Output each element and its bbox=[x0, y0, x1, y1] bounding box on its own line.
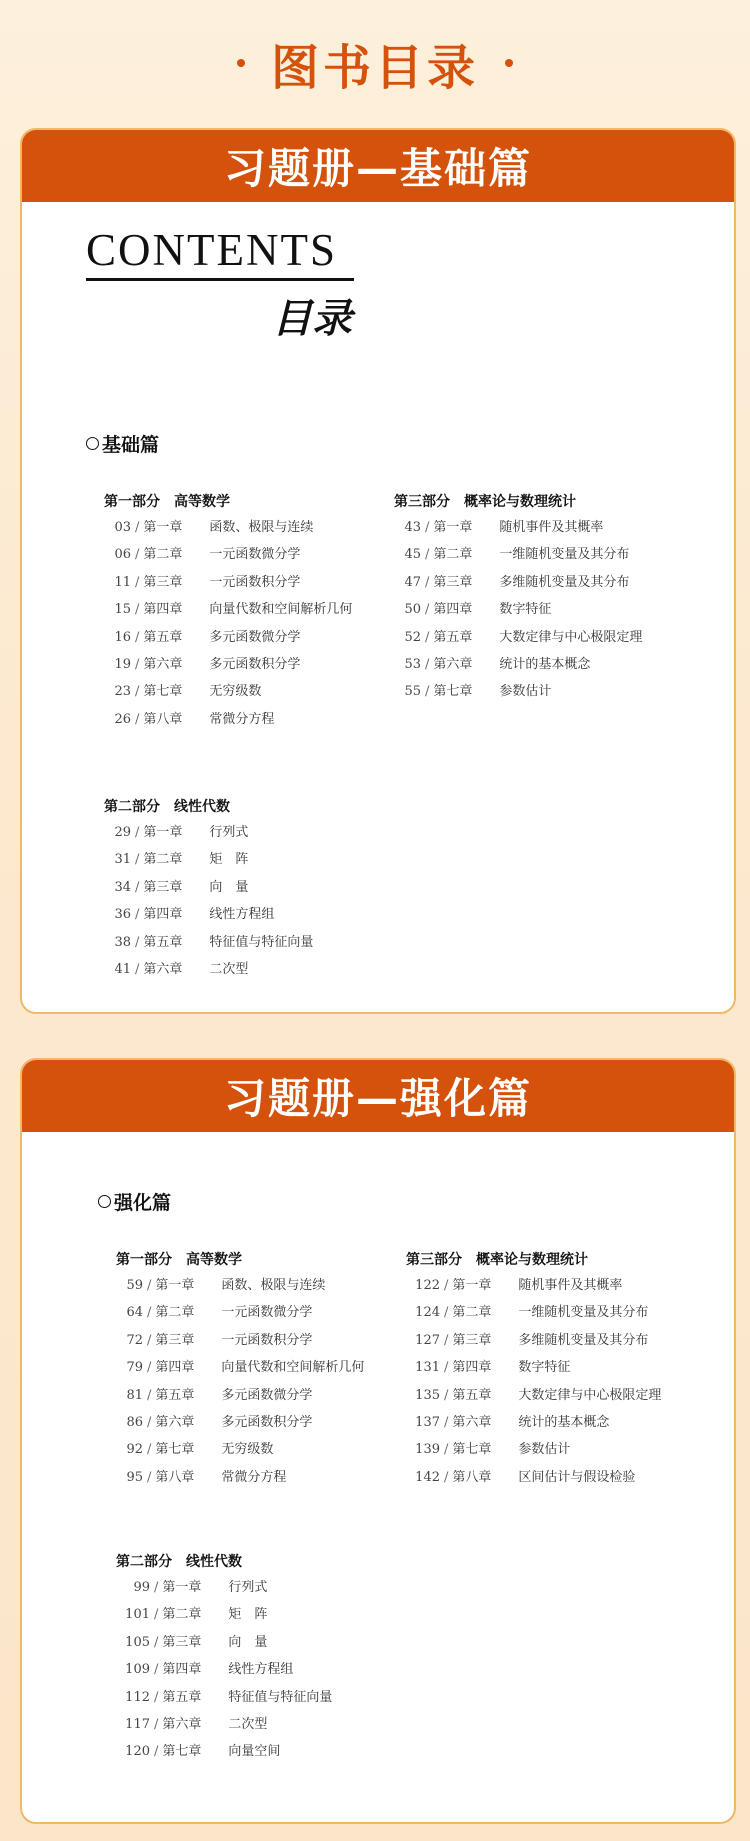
toc-page-number: 124 bbox=[415, 1305, 440, 1321]
toc-page-number: 52 bbox=[404, 629, 421, 645]
toc-chapter: 第一章 bbox=[143, 520, 183, 535]
toc-page-number: 50 bbox=[404, 602, 421, 618]
toc-page-number: 26 bbox=[114, 711, 131, 727]
toc-list bbox=[116, 1574, 406, 1766]
toc-row bbox=[104, 901, 384, 928]
toc-page-number: 15 bbox=[114, 602, 131, 618]
toc-page-number: 53 bbox=[404, 656, 421, 672]
toc-row bbox=[406, 1436, 726, 1463]
toc-row bbox=[394, 624, 714, 651]
toc-separator: / bbox=[135, 907, 140, 923]
toc-chapter: 第三章 bbox=[452, 1332, 492, 1348]
toc-chapter: 第五章 bbox=[452, 1387, 492, 1403]
toc-separator: / bbox=[425, 629, 430, 645]
advanced-workbook-card bbox=[20, 1058, 736, 1824]
toc-row bbox=[104, 596, 384, 623]
toc-row bbox=[116, 1382, 406, 1409]
toc-chapter-title: 矩 阵 bbox=[228, 1607, 268, 1623]
toc-page-number: 101 bbox=[125, 1607, 150, 1623]
toc-separator: / bbox=[147, 1360, 152, 1376]
toc-separator: / bbox=[425, 520, 430, 535]
toc-part bbox=[104, 795, 384, 983]
toc-page-number: 131 bbox=[415, 1360, 440, 1376]
toc-chapter-title: 向 量 bbox=[209, 879, 249, 895]
toc-chapter: 第一章 bbox=[162, 1580, 202, 1595]
toc-page-number: 29 bbox=[114, 825, 131, 840]
toc-chapter: 第七章 bbox=[162, 1744, 202, 1760]
toc-chapter: 第六章 bbox=[143, 961, 183, 977]
part-title: 第三部分 概率论与数理统计 bbox=[406, 1252, 588, 1268]
right-dot-decoration bbox=[505, 59, 513, 67]
toc-separator: / bbox=[154, 1744, 159, 1760]
toc-separator: / bbox=[147, 1469, 152, 1485]
toc-separator: / bbox=[425, 574, 430, 590]
toc-chapter-title: 多元函数积分学 bbox=[221, 1414, 313, 1430]
toc-separator: / bbox=[135, 547, 140, 563]
toc-chapter: 第二章 bbox=[143, 852, 183, 868]
toc-chapter: 第一章 bbox=[452, 1278, 492, 1293]
card-banner-title: 习题册—强化篇 bbox=[223, 1074, 532, 1123]
toc-separator: / bbox=[444, 1414, 449, 1430]
toc-page-number: 105 bbox=[125, 1634, 150, 1650]
toc-row bbox=[406, 1464, 726, 1491]
toc-row bbox=[116, 1574, 406, 1601]
toc-page-number: 139 bbox=[415, 1442, 440, 1458]
toc-page-number: 112 bbox=[125, 1689, 150, 1705]
toc-separator: / bbox=[135, 961, 140, 977]
toc-page-number: 122 bbox=[415, 1278, 440, 1293]
toc-chapter-title: 多维随机变量及其分布 bbox=[499, 574, 630, 590]
toc-list bbox=[104, 514, 384, 733]
basic-workbook-card bbox=[20, 128, 736, 1014]
toc-page-number: 11 bbox=[114, 574, 131, 590]
toc-page-number: 36 bbox=[114, 907, 131, 923]
section-label-text: 基础篇 bbox=[102, 434, 160, 456]
toc-row bbox=[116, 1354, 406, 1381]
toc-row bbox=[116, 1464, 406, 1491]
toc-row bbox=[116, 1409, 406, 1436]
contents-chinese: 目录 bbox=[272, 296, 352, 342]
toc-separator: / bbox=[444, 1278, 449, 1293]
toc-chapter: 第三章 bbox=[143, 879, 183, 895]
toc-separator: / bbox=[147, 1278, 152, 1293]
toc-page-number: 92 bbox=[126, 1442, 143, 1458]
toc-chapter: 第二章 bbox=[452, 1305, 492, 1321]
toc-row bbox=[104, 706, 384, 733]
toc-chapter: 第七章 bbox=[155, 1442, 195, 1458]
toc-chapter: 第七章 bbox=[452, 1442, 492, 1458]
toc-page-number: 55 bbox=[404, 684, 421, 700]
toc-page-number: 23 bbox=[114, 684, 131, 700]
toc-separator: / bbox=[154, 1580, 159, 1595]
toc-part bbox=[116, 1550, 406, 1766]
toc-page-number: 72 bbox=[126, 1332, 143, 1348]
toc-row bbox=[116, 1656, 406, 1683]
toc-chapter: 第六章 bbox=[155, 1414, 195, 1430]
toc-separator: / bbox=[135, 825, 140, 840]
toc-chapter-title: 多元函数积分学 bbox=[209, 656, 301, 672]
contents-english: CONTENTS bbox=[86, 225, 337, 275]
toc-chapter-title: 大数定律与中心极限定理 bbox=[518, 1387, 662, 1403]
toc-chapter-title: 一维随机变量及其分布 bbox=[518, 1305, 649, 1321]
toc-list bbox=[104, 819, 384, 983]
toc-page-number: 109 bbox=[125, 1662, 150, 1678]
toc-chapter: 第四章 bbox=[143, 602, 183, 618]
toc-separator: / bbox=[147, 1442, 152, 1458]
toc-separator: / bbox=[154, 1662, 159, 1678]
toc-page-number: 59 bbox=[126, 1278, 143, 1293]
toc-page-number: 135 bbox=[415, 1387, 440, 1403]
toc-part bbox=[104, 490, 384, 733]
card-banner bbox=[22, 1060, 734, 1132]
toc-row bbox=[116, 1711, 406, 1738]
toc-chapter-title: 常微分方程 bbox=[209, 711, 275, 727]
section-label bbox=[86, 430, 159, 457]
toc-chapter: 第四章 bbox=[143, 907, 183, 923]
toc-chapter: 第五章 bbox=[162, 1689, 202, 1705]
toc-row bbox=[394, 651, 714, 678]
toc-chapter: 第六章 bbox=[433, 656, 473, 672]
toc-row bbox=[104, 874, 384, 901]
page-header bbox=[0, 28, 750, 98]
toc-chapter: 第八章 bbox=[155, 1469, 195, 1485]
contents-divider bbox=[86, 278, 354, 281]
toc-separator: / bbox=[444, 1387, 449, 1403]
toc-page-number: 81 bbox=[126, 1387, 143, 1403]
toc-part bbox=[394, 490, 714, 706]
toc-row bbox=[104, 929, 384, 956]
toc-row bbox=[406, 1354, 726, 1381]
toc-separator: / bbox=[147, 1305, 152, 1321]
toc-chapter: 第四章 bbox=[433, 602, 473, 618]
toc-page-number: 64 bbox=[126, 1305, 143, 1321]
toc-row bbox=[116, 1436, 406, 1463]
toc-chapter: 第四章 bbox=[452, 1360, 492, 1376]
toc-chapter-title: 统计的基本概念 bbox=[499, 656, 591, 672]
toc-row bbox=[116, 1272, 406, 1299]
toc-page-number: 95 bbox=[126, 1469, 143, 1485]
toc-separator: / bbox=[135, 934, 140, 950]
toc-chapter-title: 向量代数和空间解析几何 bbox=[221, 1360, 365, 1376]
toc-separator: / bbox=[135, 852, 140, 868]
toc-chapter-title: 数字特征 bbox=[499, 602, 552, 618]
toc-row bbox=[116, 1601, 406, 1628]
toc-chapter: 第五章 bbox=[143, 934, 183, 950]
toc-separator: / bbox=[135, 656, 140, 672]
section-label-text: 强化篇 bbox=[114, 1192, 172, 1214]
toc-part bbox=[406, 1248, 726, 1491]
toc-separator: / bbox=[154, 1634, 159, 1650]
toc-chapter: 第二章 bbox=[143, 547, 183, 563]
toc-chapter-title: 线性方程组 bbox=[209, 907, 275, 923]
toc-row bbox=[406, 1272, 726, 1299]
toc-chapter: 第七章 bbox=[433, 684, 473, 700]
toc-separator: / bbox=[425, 547, 430, 563]
toc-row bbox=[406, 1382, 726, 1409]
part-title: 第三部分 概率论与数理统计 bbox=[394, 494, 576, 510]
toc-chapter-title: 区间估计与假设检验 bbox=[518, 1469, 636, 1485]
card-banner-title: 习题册—基础篇 bbox=[223, 144, 532, 193]
part-title: 第二部分 线性代数 bbox=[104, 799, 230, 815]
toc-chapter-title: 一维随机变量及其分布 bbox=[499, 547, 630, 563]
toc-separator: / bbox=[135, 520, 140, 535]
toc-chapter: 第三章 bbox=[433, 574, 473, 590]
toc-page-number: 31 bbox=[114, 852, 131, 868]
toc-separator: / bbox=[444, 1305, 449, 1321]
toc-page-number: 47 bbox=[404, 574, 421, 590]
toc-page-number: 120 bbox=[125, 1744, 150, 1760]
toc-chapter-title: 参数估计 bbox=[518, 1442, 571, 1458]
toc-chapter-title: 一元函数积分学 bbox=[209, 574, 301, 590]
toc-page-number: 79 bbox=[126, 1360, 143, 1376]
toc-separator: / bbox=[444, 1332, 449, 1348]
toc-chapter-title: 一元函数微分学 bbox=[221, 1305, 313, 1321]
part-title: 第一部分 高等数学 bbox=[104, 494, 230, 510]
toc-chapter-title: 数字特征 bbox=[518, 1360, 571, 1376]
toc-row bbox=[406, 1409, 726, 1436]
toc-page-number: 06 bbox=[114, 547, 131, 563]
toc-row bbox=[116, 1684, 406, 1711]
toc-row bbox=[116, 1327, 406, 1354]
toc-chapter-title: 二次型 bbox=[209, 961, 249, 977]
toc-chapter: 第二章 bbox=[433, 547, 473, 563]
toc-chapter: 第三章 bbox=[155, 1332, 195, 1348]
toc-separator: / bbox=[444, 1469, 449, 1485]
circle-bullet-icon bbox=[86, 437, 99, 450]
toc-chapter: 第二章 bbox=[162, 1607, 202, 1623]
toc-row bbox=[406, 1299, 726, 1326]
toc-chapter: 第三章 bbox=[162, 1634, 202, 1650]
toc-separator: / bbox=[425, 602, 430, 618]
toc-page-number: 41 bbox=[114, 961, 131, 977]
toc-row bbox=[394, 569, 714, 596]
part-title: 第一部分 高等数学 bbox=[116, 1252, 242, 1268]
toc-page-number: 142 bbox=[415, 1469, 440, 1485]
toc-chapter: 第一章 bbox=[143, 825, 183, 840]
toc-row bbox=[406, 1327, 726, 1354]
section-label bbox=[98, 1188, 171, 1215]
toc-separator: / bbox=[147, 1387, 152, 1403]
toc-chapter-title: 函数、极限与连续 bbox=[221, 1278, 326, 1293]
toc-chapter: 第四章 bbox=[155, 1360, 195, 1376]
toc-row bbox=[104, 678, 384, 705]
toc-page-number: 99 bbox=[133, 1580, 150, 1595]
toc-chapter: 第五章 bbox=[433, 629, 473, 645]
toc-chapter-title: 多维随机变量及其分布 bbox=[518, 1332, 649, 1348]
card-banner bbox=[22, 130, 734, 202]
toc-chapter: 第八章 bbox=[452, 1469, 492, 1485]
toc-page-number: 43 bbox=[404, 520, 421, 535]
circle-bullet-icon bbox=[98, 1195, 111, 1208]
toc-chapter: 第六章 bbox=[452, 1414, 492, 1430]
toc-chapter-title: 参数估计 bbox=[499, 684, 552, 700]
toc-page-number: 16 bbox=[114, 629, 131, 645]
toc-chapter-title: 常微分方程 bbox=[221, 1469, 287, 1485]
toc-row bbox=[394, 514, 714, 541]
toc-chapter: 第二章 bbox=[155, 1305, 195, 1321]
toc-row bbox=[394, 678, 714, 705]
toc-chapter-title: 函数、极限与连续 bbox=[209, 520, 314, 535]
toc-chapter-title: 随机事件及其概率 bbox=[499, 520, 604, 535]
toc-chapter-title: 行列式 bbox=[209, 825, 249, 840]
toc-row bbox=[104, 624, 384, 651]
toc-chapter-title: 矩 阵 bbox=[209, 852, 249, 868]
toc-separator: / bbox=[147, 1332, 152, 1348]
toc-chapter: 第三章 bbox=[143, 574, 183, 590]
toc-chapter-title: 行列式 bbox=[228, 1580, 268, 1595]
page-title: 图书目录 bbox=[270, 39, 479, 96]
toc-chapter-title: 特征值与特征向量 bbox=[209, 934, 314, 950]
toc-list bbox=[394, 514, 714, 706]
toc-chapter-title: 多元函数微分学 bbox=[209, 629, 301, 645]
part-title: 第二部分 线性代数 bbox=[116, 1554, 242, 1570]
toc-row bbox=[394, 596, 714, 623]
toc-chapter-title: 一元函数微分学 bbox=[209, 547, 301, 563]
toc-row bbox=[104, 541, 384, 568]
toc-separator: / bbox=[154, 1689, 159, 1705]
toc-row bbox=[116, 1299, 406, 1326]
toc-page-number: 38 bbox=[114, 934, 131, 950]
toc-row bbox=[116, 1738, 406, 1765]
toc-separator: / bbox=[135, 684, 140, 700]
toc-list bbox=[406, 1272, 726, 1491]
toc-page-number: 03 bbox=[114, 520, 131, 535]
toc-chapter: 第七章 bbox=[143, 684, 183, 700]
toc-chapter-title: 二次型 bbox=[228, 1716, 268, 1732]
toc-page-number: 127 bbox=[415, 1332, 440, 1348]
toc-list bbox=[116, 1272, 406, 1491]
toc-chapter-title: 统计的基本概念 bbox=[518, 1414, 610, 1430]
toc-page-number: 117 bbox=[125, 1716, 150, 1732]
toc-chapter-title: 随机事件及其概率 bbox=[518, 1278, 623, 1293]
toc-chapter: 第五章 bbox=[155, 1387, 195, 1403]
toc-chapter: 第一章 bbox=[155, 1278, 195, 1293]
toc-separator: / bbox=[154, 1607, 159, 1623]
toc-part bbox=[116, 1248, 406, 1491]
toc-chapter-title: 特征值与特征向量 bbox=[228, 1689, 333, 1705]
toc-row bbox=[394, 541, 714, 568]
toc-chapter-title: 一元函数积分学 bbox=[221, 1332, 313, 1348]
toc-chapter-title: 无穷级数 bbox=[221, 1442, 274, 1458]
toc-separator: / bbox=[425, 684, 430, 700]
toc-chapter: 第四章 bbox=[162, 1662, 202, 1678]
toc-chapter-title: 向量代数和空间解析几何 bbox=[209, 602, 353, 618]
toc-row bbox=[104, 846, 384, 873]
toc-chapter-title: 向量空间 bbox=[228, 1744, 281, 1760]
left-dot-decoration bbox=[237, 59, 245, 67]
toc-separator: / bbox=[135, 711, 140, 727]
toc-page-number: 137 bbox=[415, 1414, 440, 1430]
toc-chapter-title: 向 量 bbox=[228, 1634, 268, 1650]
toc-page-number: 86 bbox=[126, 1414, 143, 1430]
toc-separator: / bbox=[135, 602, 140, 618]
toc-page-number: 34 bbox=[114, 879, 131, 895]
toc-chapter-title: 线性方程组 bbox=[228, 1662, 294, 1678]
toc-separator: / bbox=[154, 1716, 159, 1732]
toc-chapter-title: 多元函数微分学 bbox=[221, 1387, 313, 1403]
toc-separator: / bbox=[135, 879, 140, 895]
toc-separator: / bbox=[135, 629, 140, 645]
toc-row bbox=[104, 569, 384, 596]
toc-separator: / bbox=[444, 1442, 449, 1458]
toc-separator: / bbox=[147, 1414, 152, 1430]
toc-chapter: 第一章 bbox=[433, 520, 473, 535]
toc-chapter-title: 无穷级数 bbox=[209, 684, 262, 700]
toc-chapter: 第五章 bbox=[143, 629, 183, 645]
toc-row bbox=[104, 651, 384, 678]
toc-separator: / bbox=[444, 1360, 449, 1376]
toc-chapter: 第六章 bbox=[143, 656, 183, 672]
toc-row bbox=[104, 956, 384, 983]
toc-page-number: 19 bbox=[114, 656, 131, 672]
toc-page-number: 45 bbox=[404, 547, 421, 563]
toc-row bbox=[116, 1629, 406, 1656]
toc-chapter-title: 大数定律与中心极限定理 bbox=[499, 629, 643, 645]
toc-row bbox=[104, 514, 384, 541]
toc-chapter: 第八章 bbox=[143, 711, 183, 727]
contents-heading bbox=[86, 224, 356, 344]
toc-separator: / bbox=[135, 574, 140, 590]
toc-row bbox=[104, 819, 384, 846]
toc-separator: / bbox=[425, 656, 430, 672]
toc-chapter: 第六章 bbox=[162, 1716, 202, 1732]
